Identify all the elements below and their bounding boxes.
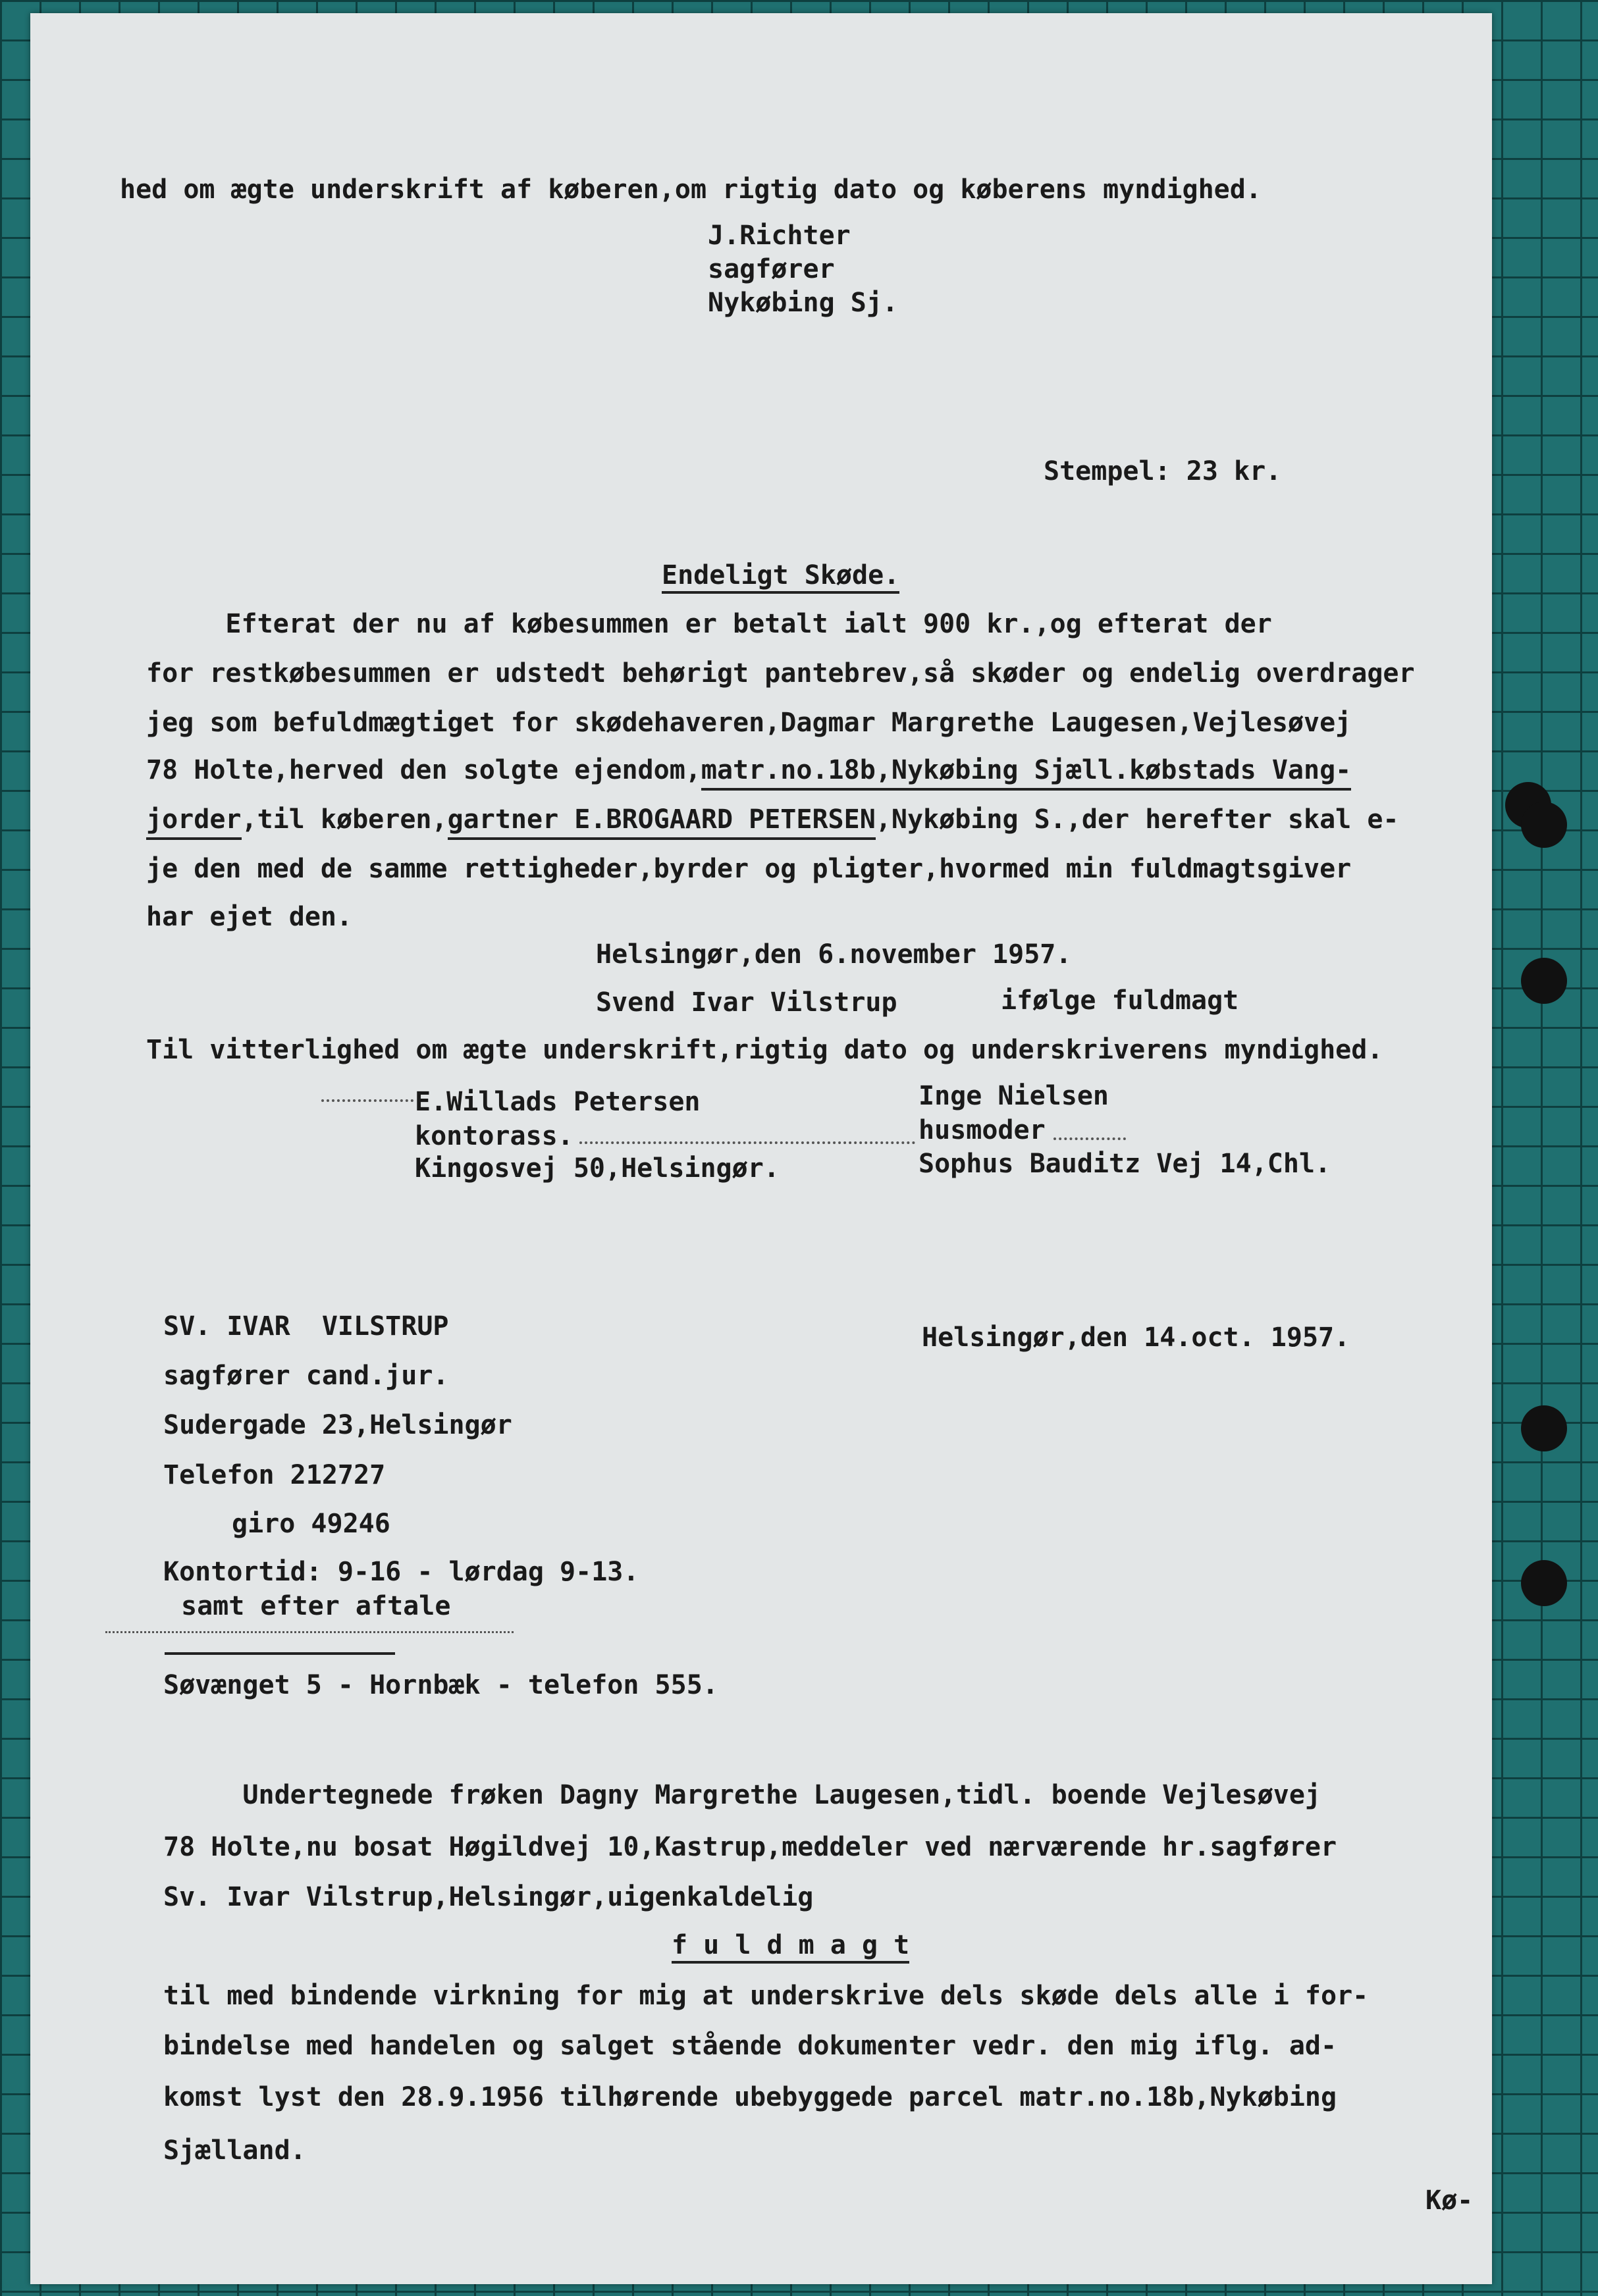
letterhead-phone: Telefon 212727 [163,1460,386,1490]
deed-line: jorder,til køberen,gartner E.BROGAARD PETERSEN,Nykøbing S.,der herefter skal e- [146,806,1399,833]
deed-title: Endeligt Skøde. [662,562,899,594]
signature-dots [579,1141,915,1144]
proxy-line: Sv. Ivar Vilstrup,Helsingør,uigenkaldelig [163,1882,814,1912]
punch-hole-1 [1521,802,1567,848]
punch-hole-4 [1521,1560,1567,1606]
letterhead-home: Søvænget 5 - Hornbæk - telefon 555. [163,1670,718,1700]
deed-signer: Svend Ivar Vilstrup [596,987,897,1018]
punch-hole-3 [1521,1405,1567,1451]
deed-line: Efterat der nu af købesummen er betalt ialt 900 kr.,og efterat der [146,609,1272,639]
deed-line: 78 Holte,herved den solgte ejendom,matr.no.18b,Nykøbing Sjæll.købstads Vang- [146,757,1351,783]
witness1-address: Kingosvej 50,Helsingør. [415,1153,780,1184]
witness1-name: E.Willads Petersen [415,1087,701,1117]
proxy-line: bindelse med handelen og salget stående dokumenter vedr. den mig iflg. ad- [163,2031,1337,2061]
witness2-address: Sophus Bauditz Vej 14,Chl. [919,1149,1331,1179]
continued-marker: Kø- [1425,2185,1474,2216]
proxy-title: f u l d m a g t [672,1932,909,1964]
proxy-line: til med bindende virkning for mig at underskrive dels skøde dels alle i for- [163,1981,1369,2011]
property-reference: matr.no.18b,Nykøbing Sjæll.købstads Vang- [701,755,1351,791]
deed-line: je den med de samme rettigheder,byrder og pligter,hvormed min fuldmagtsgiver [146,854,1352,884]
stamp-duty: Stempel: 23 kr. [1044,456,1282,486]
signer-city: Nykøbing Sj. [708,288,898,318]
letterhead-hours2: samt efter aftale [181,1591,451,1621]
witness2-title: husmoder [919,1115,1046,1145]
top-line: hed om ægte underskrift af køberen,om rigtig dato og køberens myndighed. [120,174,1262,205]
letterhead-hours: Kontortid: 9-16 - lørdag 9-13. [163,1557,639,1587]
letterhead-address: Sudergade 23,Helsingør [163,1410,512,1440]
deed-line: har ejet den. [146,902,353,932]
letterhead-date: Helsingør,den 14.oct. 1957. [922,1322,1350,1353]
per-proxy: ifølge fuldmagt [1001,985,1239,1016]
proxy-line: komst lyst den 28.9.1956 tilhørende ubebyggede parcel matr.no.18b,Nykøbing [163,2082,1337,2112]
letterhead-name: SV. IVAR VILSTRUP [163,1311,449,1342]
proxy-line: 78 Holte,nu bosat Høgildvej 10,Kastrup,meddeler ved nærværende hr.sagfører [163,1832,1337,1862]
deed-place-date: Helsingør,den 6.november 1957. [596,939,1072,970]
separator-line [165,1652,395,1655]
buyer-name: gartner E.BROGAARD PETERSEN [448,804,876,840]
separator-dots [105,1631,514,1633]
proxy-line: Sjælland. [163,2135,306,2166]
witness1-title: kontorass. [415,1121,573,1151]
signer-title: sagfører [708,254,835,284]
signature-dots [1053,1137,1126,1140]
witness2-name: Inge Nielsen [919,1081,1109,1111]
signature-dots [321,1099,413,1102]
proxy-line: Undertegnede frøken Dagny Margrethe Laugesen,tidl. boende Vejlesøvej [163,1780,1321,1810]
signer-name: J.Richter [708,221,851,251]
punch-hole-2 [1521,958,1567,1004]
letterhead-title: sagfører cand.jur. [163,1361,449,1391]
deed-line: for restkøbesummen er udstedt behørigt pantebrev,så skøder og endelig overdrager [146,658,1415,689]
letterhead-giro: giro 49246 [232,1509,390,1539]
deed-line: jeg som befuldmægtiget for skødehaveren,Dagmar Margrethe Laugesen,Vejlesøvej [146,708,1352,738]
witness-statement: Til vitterlighed om ægte underskrift,rigtig dato og underskriverens myndighed. [146,1035,1383,1065]
